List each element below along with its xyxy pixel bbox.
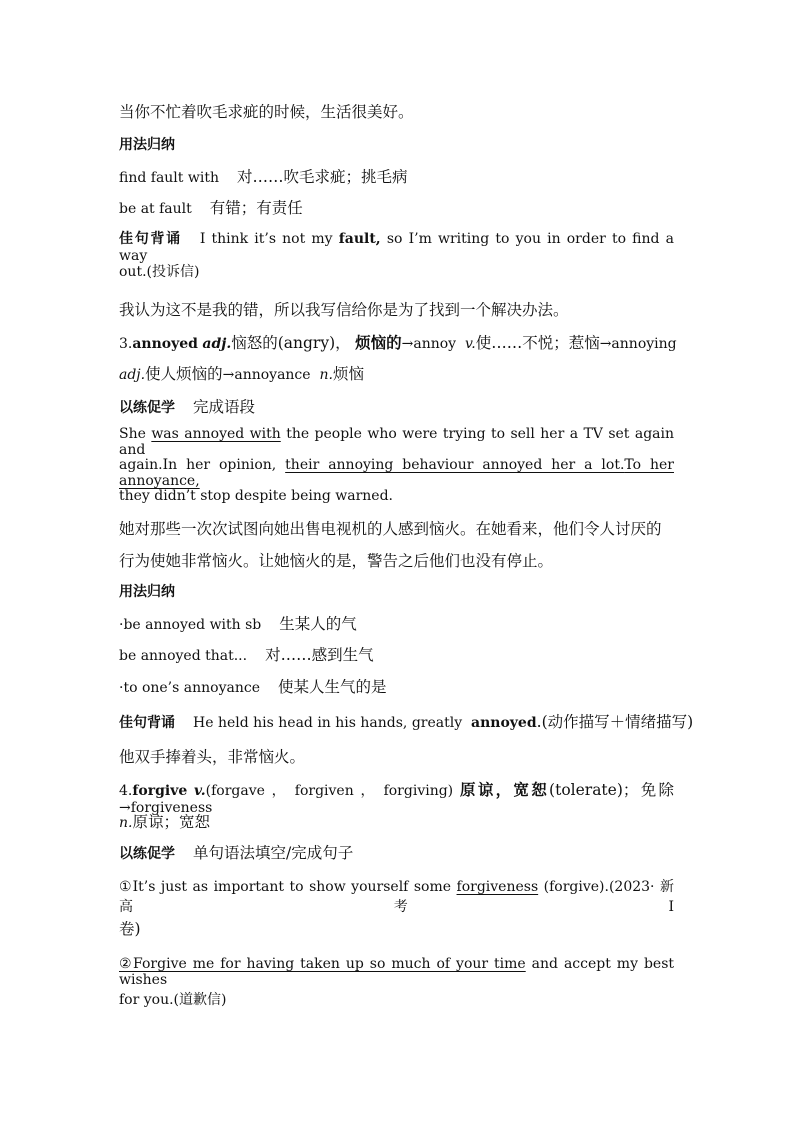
vocab-entry-forgive: 4.forgive v.(forgave ， forgiven ， forgiving) 原谅，宽恕(tolerate)；免除→forgiveness [119,780,675,816]
practice-heading: 以练促学 完成语段 [119,398,256,416]
usage-heading: 用法归纳 [119,584,175,600]
passage-translation: 行为使她非常恼火。让她恼火的是，警告之后他们也没有停止。 [119,552,554,570]
usage-meaning: 使某人生气的是 [277,678,387,696]
exercise-item-1: ①It’s just as important to show yourself some forgiveness (forgive).(2023· 新高考Ⅰ [119,879,674,915]
example-sentence: 佳句背诵 I think it’s not my fault, so I’m writing to you in order to find a way [119,231,674,264]
usage-phrase: ·to one’s annoyance [119,680,260,696]
usage-item [119,196,303,218]
vocab-entry-annoyed: 3.annoyed adj.恼怒的(angry)， 烦恼的→annoy v.使……不悦；惹恼→annoying [119,333,677,352]
passage-line: they didn’t stop despite being warned. [119,488,394,504]
usage-item [119,675,387,697]
keyword: annoyed [471,715,537,731]
headword: forgive [132,783,188,799]
example-sentence-cont: out.(投诉信) [119,264,200,280]
usage-item [119,165,407,187]
usage-item [119,612,357,634]
usage-meaning: 对……吹毛求疵；挑毛病 [236,168,408,186]
usage-meaning: 有错；有责任 [209,199,303,217]
answer-blank: To her annoyance, [119,457,674,489]
example-heading: 佳句背诵 [119,231,182,247]
usage-meaning: 生某人的气 [279,615,357,633]
exercise-item-2-cont: for you.(道歉信) [119,992,227,1008]
vocab-entry-cont: n.原谅；宽恕 [119,813,210,831]
practice-heading: 以练促学 单句语法填空/完成句子 [119,844,354,862]
passage-line: again.In her opinion, their annoying behaviour annoyed her a lot.To her annoyance, [119,457,674,489]
example-heading: 佳句背诵 [119,715,175,731]
answer-blank: ②Forgive me for having taken up so much of your time [119,956,526,972]
usage-phrase: find fault with [119,170,219,186]
answer-blank: forgiveness [456,879,539,895]
translation-line: 当你不忙着吹毛求疵的时候，生活很美好。 [119,103,414,121]
vocab-entry-cont: adj.使人烦恼的→annoyance n.烦恼 [119,365,364,383]
usage-heading: 用法归纳 [119,137,175,153]
answer-blank: was annoyed with [151,426,281,442]
exercise-item-1-cont: 卷) [119,920,141,938]
passage-line: She was annoyed with the people who were trying to sell her a TV set again and [119,426,675,458]
example-translation: 他双手捧着头，非常恼火。 [119,748,306,766]
keyword: fault, [338,231,381,247]
usage-phrase: ·be annoyed with sb [119,617,262,633]
usage-phrase: be at fault [119,201,192,217]
usage-item [119,643,374,665]
answer-blank: their annoying behaviour annoyed her a lot. [285,457,625,473]
example-sentence: 佳句背诵 He held his head in his hands, greatly annoyed.(动作描写＋情绪描写) [119,713,694,731]
exercise-item-2: ②Forgive me for having taken up so much of your time and accept my best wishes [119,956,675,988]
passage-translation: 她对那些一次次试图向她出售电视机的人感到恼火。在她看来，他们令人讨厌的 [119,520,662,538]
usage-meaning: 对……感到生气 [265,646,374,664]
headword: annoyed [132,336,198,352]
usage-phrase: be annoyed that... [119,648,248,664]
example-translation: 我认为这不是我的错，所以我写信给你是为了找到一个解决办法。 [119,301,569,319]
